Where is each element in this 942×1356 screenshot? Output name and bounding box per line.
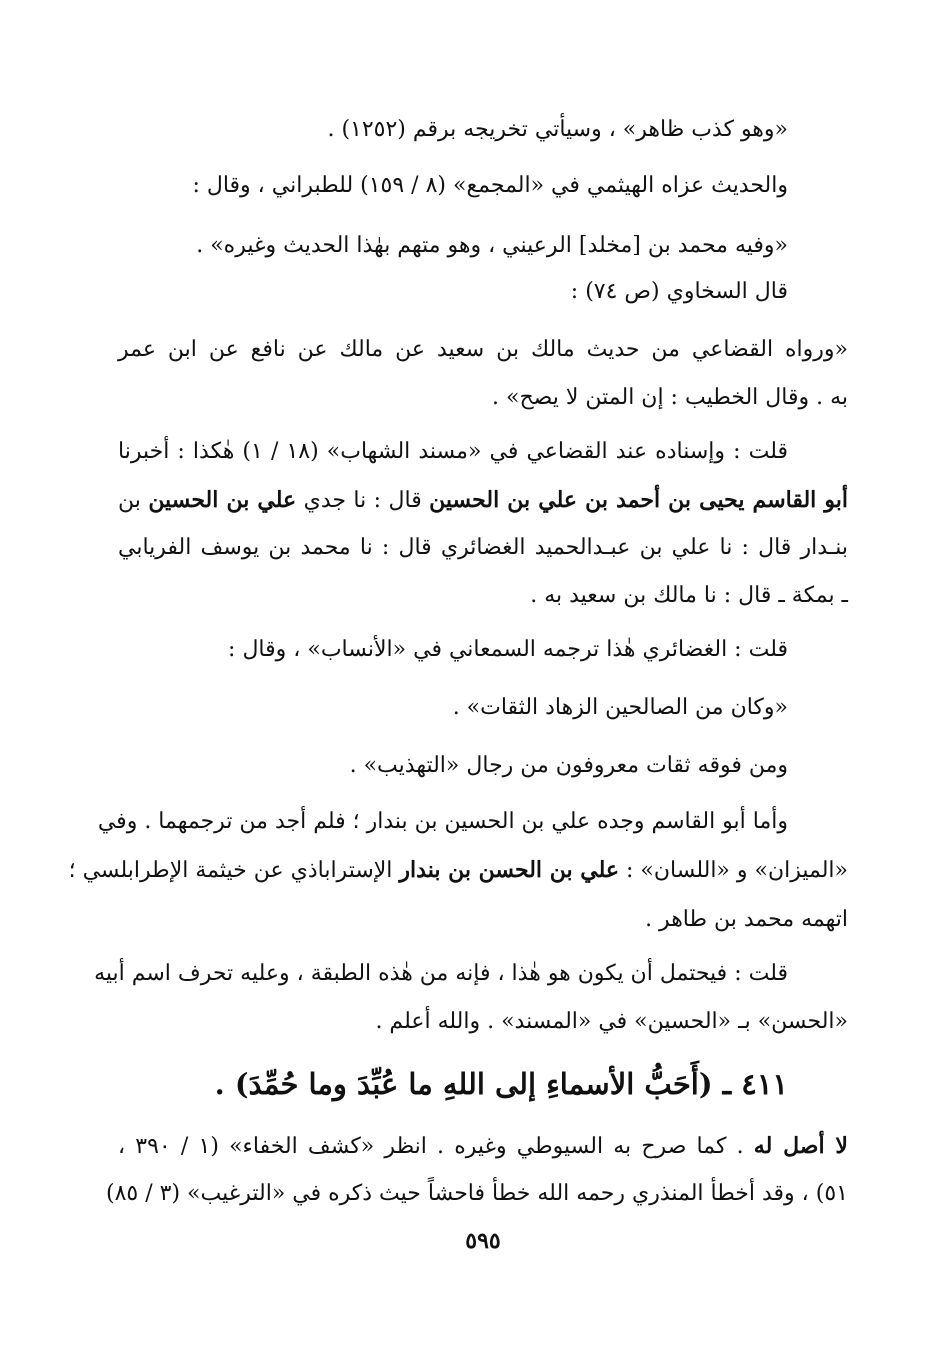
text-line: قلت : فيحتمل أن يكون هو هٰذا ، فإنه من هٰذه الطبقة ، وعليه تحرف اسم أبيه (94, 961, 788, 986)
narrator-name-bold: أبو القاسم يحيى بن أحمد بن علي بن الحسين (429, 487, 848, 513)
text-line: «الحسن» بـ «الحسين» في «المسند» . والله أعلم . (375, 1009, 848, 1034)
text-line: «وهو كذب ظاهر» ، وسيأتي تخريجه برقم (١٢٥٢) . (327, 117, 788, 142)
quote-line: «ورواه القضاعي من حديث مالك بن سعيد عن مالك عن نافع عن ابن عمر (118, 337, 848, 362)
text-line: بنـدار قال : نا علي بن عبـدالحميد الغضائري قال : نا محمد بن يوسف الفريابي (118, 535, 848, 560)
line-mid: . كما صرح به السيوطي وغيره . انظر «كشف الخفاء» (١ / ٣٩٠ ، (118, 1134, 754, 1159)
quote-line: به . وقال الخطيب : إن المتن لا يصح» . (492, 385, 848, 410)
book-page (68, 112, 848, 1254)
quote-line: «وكان من الصالحين الزهاد الثقات» . (452, 695, 788, 720)
text-line: ـ بمكة ـ قال : نا مالك بن سعيد به . (530, 583, 848, 608)
text-line: قال السخاوي (ص ٧٤) : (570, 279, 788, 304)
text-line: والحديث عزاه الهيثمي في «المجمع» (٨ / ١٥٩) للطبراني ، وقال : (192, 173, 788, 198)
text-line: قلت : الغضائري هٰذا ترجمه السمعاني في «الأنساب» ، وقال : (228, 637, 788, 662)
text-line (118, 482, 848, 518)
line-mid: الإستراباذي عن خيثمة الإطرابلسي ؛ (68, 858, 400, 883)
hadith-heading: ٤١١ ـ (أَحَبُّ الأسماءِ إلى اللهِ ما عُبِّدَ وما حُمِّدَ) . (214, 1067, 788, 1101)
line-pre: «الميزان» و «اللسان» : (618, 858, 848, 883)
text-line (68, 852, 848, 888)
line-post: بن (118, 488, 149, 513)
text-line: ٥١) ، وقد أخطأ المنذري رحمه الله خطأ فاحشاً حيث ذكره في «الترغيب» (٣ / ٨٥) (105, 1181, 848, 1206)
text-line: اتهمه محمد بن طاهر . (645, 907, 848, 932)
text-line: ومن فوقه ثقات معروفون من رجال «التهذيب» . (349, 753, 788, 778)
quote-line: «وفيه محمد بن [مخلد] الرعيني ، وهو متهم بهٰذا الحديث وغيره» . (196, 233, 788, 258)
text-line (118, 1128, 848, 1164)
text-line: قلت : وإسناده عند القضاعي في «مسند الشهاب» (١٨ / ١) هٰكذا : أخبرنا (118, 439, 789, 464)
line-mid: قال : نا جدي (296, 488, 430, 513)
narrator-name-bold: علي بن الحسين (148, 487, 297, 513)
page-number: ٥٩٥ (465, 1228, 501, 1254)
narrator-name-bold: علي بن الحسن بن بندار (399, 857, 619, 883)
verdict-bold: لا أصل له (753, 1133, 848, 1159)
text-line: وأما أبو القاسم وجده علي بن الحسين بن بندار ؛ فلم أجد من ترجمهما . وفي (97, 809, 788, 834)
